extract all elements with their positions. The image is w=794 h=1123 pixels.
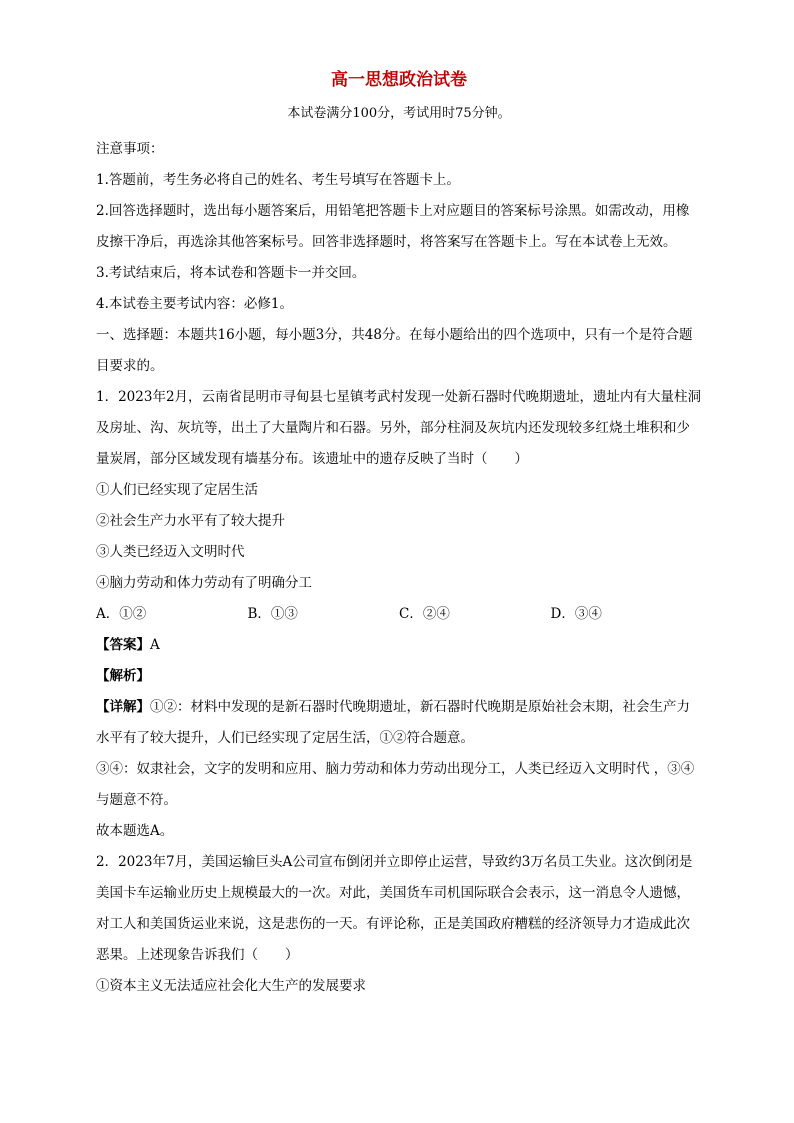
notice-section <box>96 134 702 320</box>
answer-options <box>96 599 702 630</box>
option-d: D．③④ <box>550 606 602 622</box>
detail-paragraph: ③④：奴隶社会，文字的发明和应用、脑力劳动和体力劳动出现分工，人类已经迈入文明时代 ，③④与题意不符。 <box>96 761 695 808</box>
notice-item: 3.考试结束后，将本试卷和答题卡一并交回。 <box>96 265 366 281</box>
option-b: B．①③ <box>247 606 298 622</box>
option-c: C．②④ <box>399 606 450 622</box>
notice-item: 4.本试卷主要考试内容：必修1。 <box>96 296 293 312</box>
notice-item: 1.答题前，考生务必将自己的姓名、考生号填写在答题卡上。 <box>96 172 460 188</box>
section-heading: 一、选择题：本题共16小题，每小题3分，共48分。在每小题给出的四个选项中，只有一个是符合题目要求的。 <box>96 327 693 374</box>
answer-line <box>96 630 702 661</box>
notice-item: 2.回答选择题时，选出每小题答案后，用铅笔把答题卡上对应题目的答案标号涂黑。如需改动，用橡皮擦干净后，再选涂其他答案标号。回答非选择题时，将答案写在答题卡上。写在本试卷上无效。 <box>96 203 690 250</box>
exam-title: 高一思想政治试卷 <box>331 70 467 90</box>
statement: ①资本主义无法适应社会化大生产的发展要求 <box>96 978 366 994</box>
analysis-label: 【解析】 <box>96 668 150 684</box>
conclusion: 故本题选A。 <box>96 823 174 839</box>
question-stem: 2．2023年7月，美国运输巨头A公司宣布倒闭并立即停止运营，导致约3万名员工失业。这次倒闭是美国卡车运输业历史上规模最大的一次。对此，美国货车司机国际联合会表示，这一消息令人遗憾，对工人和美国货运业来说，这是悲伤的一天。有评论称，正是美国政府糟糕的经济领导力才造成此次恶果。上述现象告诉我们（ ） <box>96 854 693 963</box>
question-1 <box>96 382 702 847</box>
detail-paragraph <box>96 692 702 754</box>
detail-label: 【详解】 <box>96 699 150 715</box>
question-2 <box>96 847 702 1002</box>
question-stem: 1．2023年2月，云南省昆明市寻甸县七星镇考武村发现一处新石器时代晚期遗址，遗址内有大量柱洞及房址、沟、灰坑等，出土了大量陶片和石器。另外，部分柱洞及灰坑内还发现较多红烧土堆积和少量炭屑，部分区域发现有墙基分布。该遗址中的遗存反映了当时（ ） <box>96 389 702 467</box>
answer-value: A <box>150 637 160 653</box>
option-a: A．①② <box>96 606 147 622</box>
exam-subtitle: 本试卷满分100分，考试用时75分钟。 <box>287 106 511 121</box>
answer-label: 【答案】 <box>96 637 150 653</box>
statement: ③人类已经迈入文明时代 <box>96 544 245 560</box>
statement: ②社会生产力水平有了较大提升 <box>96 513 285 529</box>
statement: ①人们已经实现了定居生活 <box>96 482 258 498</box>
statement: ④脑力劳动和体力劳动有了明确分工 <box>96 575 312 591</box>
detail-text: ①②：材料中发现的是新石器时代晚期遗址，新石器时代晚期是原始社会末期，社会生产力水平有了较大提升，人们已经实现了定居生活，①②符合题意。 <box>96 699 690 746</box>
notice-heading: 注意事项： <box>96 141 164 157</box>
